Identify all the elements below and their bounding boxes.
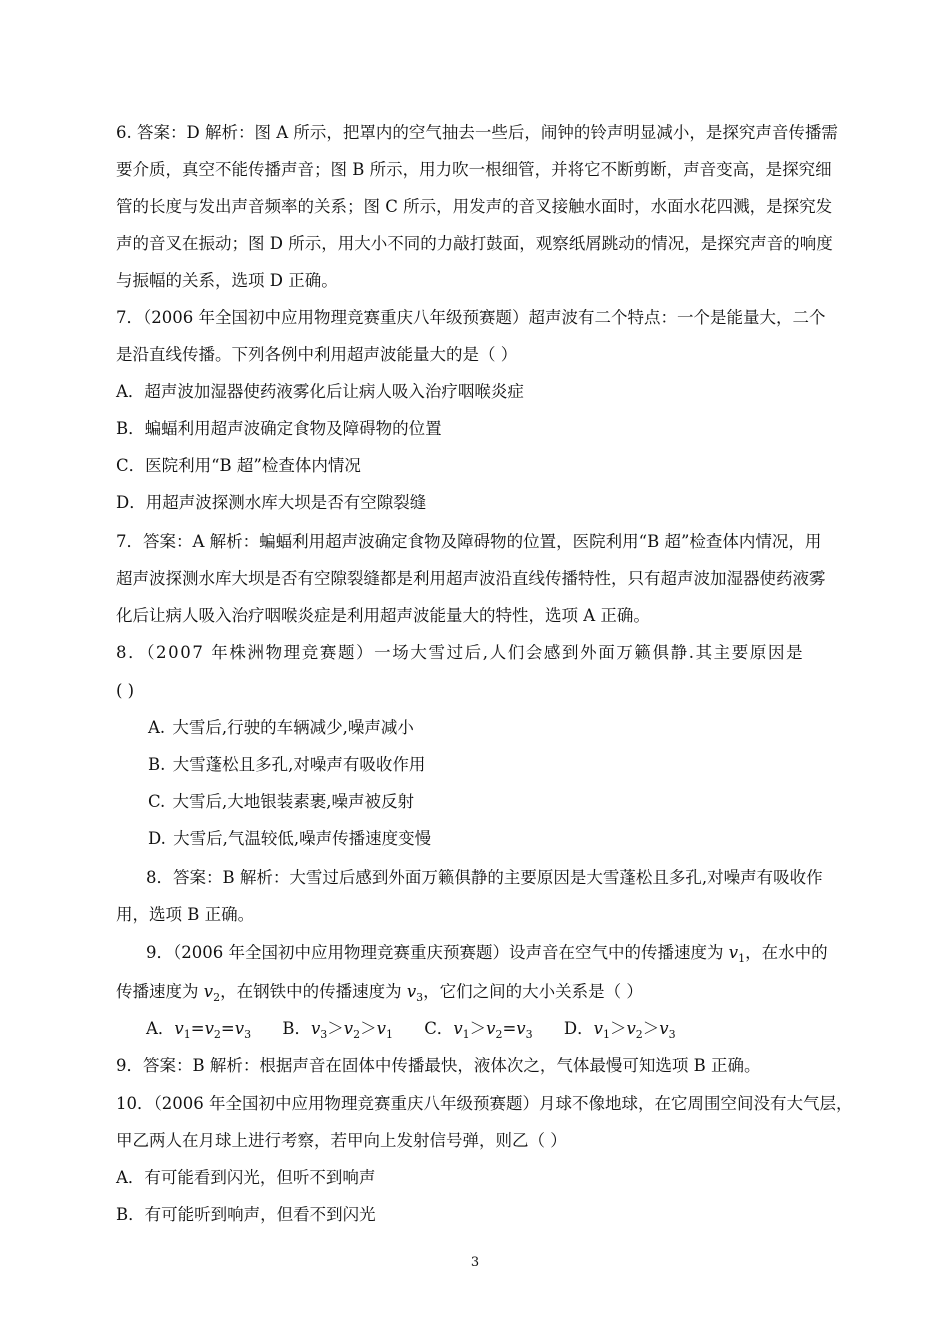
question-8-option-b: B. 大雪蓬松且多孔,对噪声有吸收作用: [148, 755, 426, 774]
var-v: v: [406, 982, 417, 1001]
question-10-option-a: A．有可能看到闪光，但听不到响声: [116, 1168, 376, 1187]
answer-7-line-3: 化后让病人吸入治疗咽喉炎症是利用超声波能量大的特性，选项 A 正确。: [116, 606, 650, 625]
question-9-line-2: [116, 982, 643, 1008]
subscript: 2: [213, 991, 221, 1004]
answer-7-line-1: 7．答案：A 解析：蝙蝠利用超声波确定食物及障碍物的位置，医院利用“B 超”检查体内情况，用: [116, 532, 822, 551]
question-9-options: [146, 1019, 676, 1045]
question-8-line-1: 8．（2007 年株洲物理竞赛题）一场大雪过后,人们会感到外面万籁俱静.其主要原因是: [116, 643, 805, 662]
question-8-line-2: ( ): [116, 681, 135, 700]
question-7-line-2: 是沿直线传播。下列各例中利用超声波能量大的是（ ）: [116, 345, 518, 364]
var-v: v: [203, 982, 214, 1001]
answer-9-line-1: 9．答案：B 解析：根据声音在固体中传播最快，液体次之，气体最慢可知选项 B 正确。: [116, 1056, 761, 1075]
subscript: 3: [416, 991, 424, 1004]
question-10-option-b: B．有可能听到响声，但看不到闪光: [116, 1205, 376, 1224]
question-9-text-5: ，它们之间的大小关系是（ ）: [423, 982, 643, 1001]
question-10-line-2: 甲乙两人在月球上进行考察，若甲向上发射信号弹，则乙（ ）: [116, 1131, 567, 1150]
question-7-option-b: B．蝙蝠利用超声波确定食物及障碍物的位置: [116, 419, 442, 438]
question-7-line-1: 7．（2006 年全国初中应用物理竞赛重庆八年级预赛题）超声波有二个特点：一个是能量大，二个: [116, 308, 826, 327]
question-9-line-1: [146, 943, 828, 969]
subscript: 1: [738, 952, 746, 965]
answer-6-line-3: 管的长度与发出声音频率的关系；图 C 所示，用发声的音叉接触水面时，水面水花四溅，是探究发: [116, 197, 833, 216]
question-7-option-a: A．超声波加湿器使药液雾化后让病人吸入治疗咽喉炎症: [116, 382, 524, 401]
answer-6-line-5: 与振幅的关系，选项 D 正确。: [116, 271, 338, 290]
question-9-option-c: C．$v_1>v_2=v_3$: [424, 1019, 533, 1041]
question-9-option-b: B．$v_3>v_2>v_1$: [282, 1019, 393, 1041]
question-9-text-3: 传播速度为: [116, 982, 204, 1001]
question-9-option-a: A．$v_1=v_2=v_3$: [146, 1019, 252, 1041]
answer-6-line-4: 声的音叉在振动；图 D 所示，用大小不同的力敲打鼓面，观察纸屑跳动的情况，是探究声音的响度: [116, 234, 833, 253]
question-7-option-d: D．用超声波探测水库大坝是否有空隙裂缝: [116, 493, 427, 512]
question-8-option-a: A. 大雪后,行驶的车辆减少,噪声减小: [148, 718, 414, 737]
answer-6-line-1: 6. 答案：D 解析：图 A 所示，把罩内的空气抽去一些后，闹钟的铃声明显减小，是探究声音传播需: [116, 123, 838, 142]
answer-8-line-2: 用，选项 B 正确。: [116, 905, 255, 924]
question-7-option-c: C．医院利用“B 超”检查体内情况: [116, 456, 361, 475]
question-8-option-c: C. 大雪后,大地银装素裹,噪声被反射: [148, 792, 415, 811]
question-9-text-4: ，在钢铁中的传播速度为: [220, 982, 407, 1001]
answer-6-line-2: 要介质，真空不能传播声音；图 B 所示，用力吹一根细管，并将它不断剪断，声音变高，是探究细: [116, 160, 832, 179]
question-8-option-d: D. 大雪后,气温较低,噪声传播速度变慢: [148, 829, 432, 848]
question-10-line-1: 10．（2006 年全国初中应用物理竞赛重庆八年级预赛题）月球不像地球，在它周围空间没有大气层，: [116, 1094, 853, 1113]
page-number: 3: [470, 1255, 480, 1270]
question-9-text-1: 9．（2006 年全国初中应用物理竞赛重庆预赛题）设声音在空气中的传播速度为: [146, 943, 729, 962]
answer-7-line-2: 超声波探测水库大坝是否有空隙裂缝都是利用超声波沿直线传播特性，只有超声波加湿器使药液雾: [116, 569, 826, 588]
question-9-option-d: D．$v_1>v_2>v_3$: [563, 1019, 676, 1041]
question-9-text-2: ，在水中的: [745, 943, 828, 962]
var-v: v: [728, 943, 739, 962]
answer-8-line-1: 8．答案：B 解析：大雪过后感到外面万籁俱静的主要原因是大雪蓬松且多孔,对噪声有吸收作: [146, 868, 823, 887]
